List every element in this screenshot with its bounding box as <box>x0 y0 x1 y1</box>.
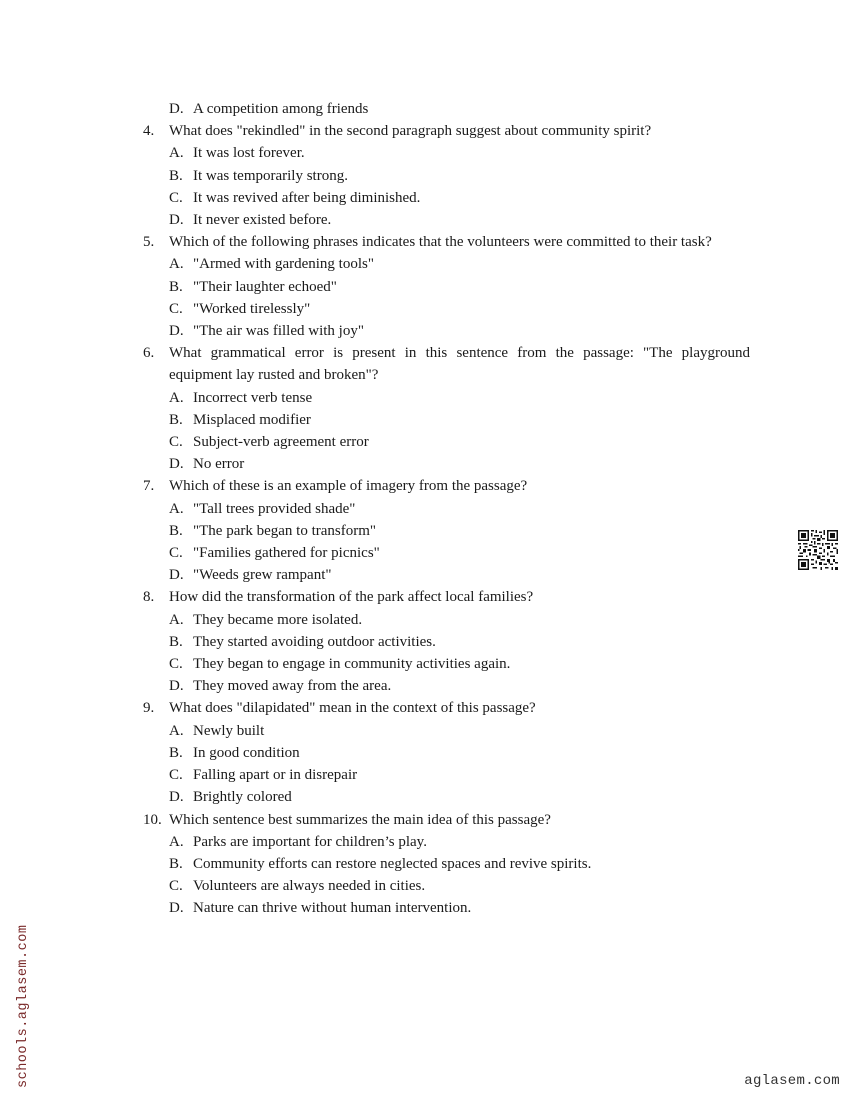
option-letter: A. <box>169 500 184 517</box>
option-text: "Their laughter echoed" <box>193 278 337 295</box>
option-letter: A. <box>169 389 184 406</box>
option-letter: D. <box>169 323 184 340</box>
option-text: They moved away from the area. <box>193 678 392 695</box>
option-letter: D. <box>169 567 184 584</box>
option-c <box>143 764 750 786</box>
option-text: "Worked tirelessly" <box>193 300 311 317</box>
option-c <box>143 187 750 209</box>
question-8 <box>143 586 750 697</box>
option-letter: D. <box>169 900 184 917</box>
option-text: It was lost forever. <box>193 145 305 162</box>
option-letter: D. <box>169 212 184 229</box>
option-text: Brightly colored <box>193 789 292 806</box>
option-letter: C. <box>169 767 183 784</box>
question-text: Which of the following phrases indicates that the volunteers were committed to their task? <box>169 234 712 251</box>
option-letter: A. <box>169 256 184 273</box>
option-d <box>143 453 750 475</box>
question-6 <box>143 342 750 475</box>
option-text: It never existed before. <box>193 212 332 229</box>
option-a <box>143 498 750 520</box>
option-text: Parks are important for children’s play. <box>193 833 427 850</box>
option-text: It was revived after being diminished. <box>193 189 421 206</box>
question-number: 10. <box>143 811 162 828</box>
option-a <box>143 609 750 631</box>
option-text: A competition among friends <box>193 101 369 117</box>
option-text: Newly built <box>193 722 265 739</box>
option-text: Nature can thrive without human intervention. <box>193 900 472 917</box>
option-d <box>143 675 750 697</box>
question-7 <box>143 475 750 586</box>
option-text: "Weeds grew rampant" <box>193 567 332 584</box>
option-c <box>143 653 750 675</box>
option-text: Incorrect verb tense <box>193 389 313 406</box>
option-a <box>143 387 750 409</box>
option-c <box>143 542 750 564</box>
option-text: They became more isolated. <box>193 611 363 628</box>
question-text: What grammatical error is present in this sentence from the passage: "The playground equipment lay rusted and broken"? <box>169 345 750 384</box>
question-number: 6. <box>143 345 155 362</box>
option-d <box>143 564 750 586</box>
option-text: Community efforts can restore neglected spaces and revive spirits. <box>193 855 592 872</box>
option-b <box>143 165 750 187</box>
question-number: 7. <box>143 478 155 495</box>
option-text: "The air was filled with joy" <box>193 323 364 340</box>
option-a <box>143 142 750 164</box>
question-number: 5. <box>143 234 155 251</box>
option-letter: C. <box>169 189 183 206</box>
option-letter: C. <box>169 878 183 895</box>
option-letter: A. <box>169 145 184 162</box>
option-b <box>143 409 750 431</box>
option-letter: B. <box>169 855 183 872</box>
option-c <box>143 875 750 897</box>
option-text: "The park began to transform" <box>193 522 377 539</box>
option-text: They began to engage in community activities again. <box>193 656 511 673</box>
option-d <box>143 786 750 808</box>
option-c <box>143 431 750 453</box>
option-letter: B. <box>169 744 183 761</box>
option-c <box>143 298 750 320</box>
option-d <box>143 320 750 342</box>
question-9 <box>143 697 750 808</box>
option-letter: C. <box>169 545 183 562</box>
continued-option <box>143 98 750 120</box>
option-letter: D. <box>169 101 184 117</box>
option-b <box>143 631 750 653</box>
question-5 <box>143 231 750 342</box>
option-letter: D. <box>169 789 184 806</box>
question-number: 9. <box>143 700 155 717</box>
option-letter: C. <box>169 434 183 451</box>
vertical-watermark: schools.aglasem.com <box>16 924 31 1088</box>
question-text: What does "rekindled" in the second paragraph suggest about community spirit? <box>169 123 652 140</box>
qr-code-graphic <box>798 530 838 570</box>
option-d <box>143 897 750 919</box>
option-letter: D. <box>169 456 184 473</box>
footer-watermark: aglasem.com <box>744 1073 840 1089</box>
option-letter: A. <box>169 833 184 850</box>
option-text: In good condition <box>193 744 300 761</box>
option-a <box>143 253 750 275</box>
option-text: No error <box>193 456 245 473</box>
option-letter: C. <box>169 656 183 673</box>
option-letter: B. <box>169 633 183 650</box>
option-b <box>143 742 750 764</box>
question-number: 4. <box>143 123 155 140</box>
option-text: "Families gathered for picnics" <box>193 545 380 562</box>
option-letter: C. <box>169 300 183 317</box>
question-text: Which sentence best summarizes the main idea of this passage? <box>169 811 551 828</box>
option-b <box>143 276 750 298</box>
option-letter: B. <box>169 167 183 184</box>
option-text: "Tall trees provided shade" <box>193 500 356 517</box>
option-text: Misplaced modifier <box>193 411 311 428</box>
option-b <box>143 853 750 875</box>
option-letter: B. <box>169 278 183 295</box>
option-text: "Armed with gardening tools" <box>193 256 374 273</box>
option-a <box>143 831 750 853</box>
option-letter: A. <box>169 611 184 628</box>
qr-code-icon[interactable] <box>798 530 838 570</box>
option-text: They started avoiding outdoor activities. <box>193 633 436 650</box>
option-text: It was temporarily strong. <box>193 167 348 184</box>
option-letter: A. <box>169 722 184 739</box>
question-number: 8. <box>143 589 155 606</box>
option-letter: B. <box>169 522 183 539</box>
option-d <box>143 209 750 231</box>
question-text: What does "dilapidated" mean in the context of this passage? <box>169 700 536 717</box>
option-text: Subject-verb agreement error <box>193 434 369 451</box>
question-10 <box>143 809 750 920</box>
question-text: How did the transformation of the park affect local families? <box>169 589 534 606</box>
option-text: Falling apart or in disrepair <box>193 767 358 784</box>
option-letter: B. <box>169 411 183 428</box>
option-letter: D. <box>169 678 184 695</box>
question-4 <box>143 120 750 231</box>
question-list <box>143 98 750 920</box>
option-a <box>143 720 750 742</box>
question-text: Which of these is an example of imagery from the passage? <box>169 478 528 495</box>
option-text: Volunteers are always needed in cities. <box>193 878 426 895</box>
option-b <box>143 520 750 542</box>
